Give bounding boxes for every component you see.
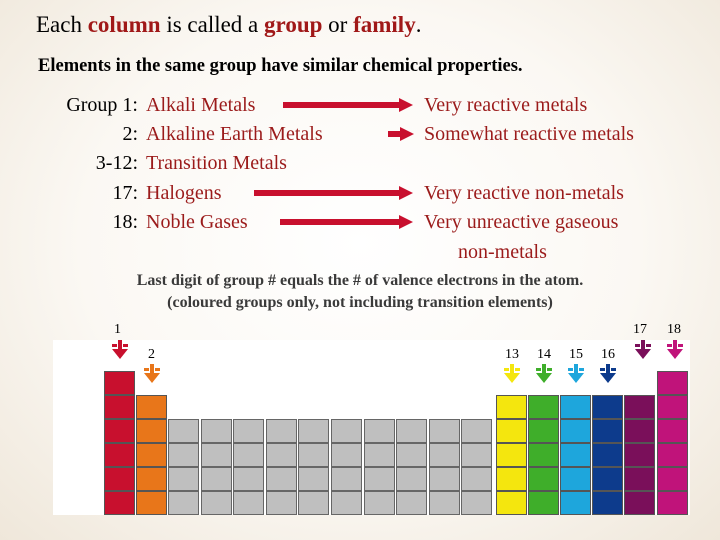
element-cell-group-17 — [624, 491, 655, 515]
element-cell-transition — [266, 443, 297, 467]
element-cell-group-14 — [528, 443, 559, 467]
element-cell-transition — [429, 419, 460, 443]
element-cell-transition — [233, 491, 264, 515]
down-arrow-icon — [503, 364, 521, 384]
element-cell-transition — [461, 467, 492, 491]
down-arrow-icon — [535, 364, 553, 384]
element-cell-group-13 — [496, 443, 527, 467]
group-label-1: 1 — [114, 322, 121, 337]
group-label-2: 2 — [148, 347, 155, 362]
element-cell-transition — [461, 419, 492, 443]
title-text: is called a — [160, 12, 265, 37]
title-keyword-family: family — [353, 12, 416, 37]
element-cell-transition — [331, 419, 362, 443]
element-cell-transition — [266, 467, 297, 491]
group-description: Very reactive metals — [424, 94, 588, 116]
element-cell-group-1 — [104, 371, 135, 395]
group-name: Transition Metals — [146, 152, 287, 174]
element-cell-group-1 — [104, 443, 135, 467]
valence-note: Last digit of group # equals the # of valence electrons in the atom. — [136, 272, 584, 289]
down-arrow-icon — [634, 340, 652, 360]
subtitle: Elements in the same group have similar chemical properties. — [38, 56, 523, 76]
element-cell-transition — [429, 443, 460, 467]
down-arrow-icon — [143, 364, 161, 384]
element-cell-group-17 — [624, 467, 655, 491]
group-name: Noble Gases — [146, 211, 248, 233]
element-cell-transition — [168, 467, 199, 491]
element-cell-group-2 — [136, 419, 167, 443]
group-label-15: 15 — [569, 347, 583, 362]
down-arrow-icon — [666, 340, 684, 360]
element-cell-transition — [331, 491, 362, 515]
element-cell-group-2 — [136, 443, 167, 467]
group-label-14: 14 — [537, 347, 551, 362]
element-cell-transition — [201, 491, 232, 515]
element-cell-group-14 — [528, 419, 559, 443]
element-cell-transition — [298, 467, 329, 491]
element-cell-transition — [168, 443, 199, 467]
element-cell-group-16 — [592, 491, 623, 515]
group-name: Alkali Metals — [146, 94, 256, 116]
group-number: 17: — [112, 182, 138, 204]
group-description-continued: non-metals — [458, 241, 547, 263]
right-arrow-icon — [280, 215, 413, 229]
element-cell-group-16 — [592, 395, 623, 419]
group-name: Alkaline Earth Metals — [146, 123, 323, 145]
element-cell-group-16 — [592, 467, 623, 491]
element-cell-transition — [364, 467, 395, 491]
title-text: or — [322, 12, 354, 37]
element-cell-group-1 — [104, 395, 135, 419]
element-cell-group-15 — [560, 467, 591, 491]
element-cell-transition — [396, 419, 427, 443]
right-arrow-icon — [254, 186, 413, 200]
group-name: Halogens — [146, 182, 222, 204]
element-cell-transition — [266, 419, 297, 443]
group-number: Group 1: — [66, 94, 138, 116]
group-label-17: 17 — [633, 322, 647, 337]
element-cell-transition — [233, 467, 264, 491]
element-cell-group-1 — [104, 467, 135, 491]
element-cell-transition — [331, 443, 362, 467]
element-cell-transition — [298, 443, 329, 467]
element-cell-transition — [266, 491, 297, 515]
group-number: 2: — [122, 123, 138, 145]
element-cell-group-16 — [592, 443, 623, 467]
group-number: 18: — [112, 211, 138, 233]
element-cell-group-14 — [528, 491, 559, 515]
element-cell-group-1 — [104, 491, 135, 515]
element-cell-group-13 — [496, 419, 527, 443]
element-cell-group-18 — [657, 371, 688, 395]
element-cell-transition — [461, 443, 492, 467]
element-cell-group-17 — [624, 395, 655, 419]
element-cell-group-13 — [496, 491, 527, 515]
element-cell-transition — [168, 491, 199, 515]
title-text: . — [415, 12, 422, 37]
valence-note-subtext: (coloured groups only, not including transition elements) — [167, 294, 553, 311]
element-cell-group-17 — [624, 443, 655, 467]
right-arrow-icon — [388, 127, 414, 141]
group-label-16: 16 — [601, 347, 615, 362]
group-description: Somewhat reactive metals — [424, 123, 634, 145]
down-arrow-icon — [111, 340, 129, 360]
page-title — [36, 12, 421, 38]
element-cell-transition — [364, 491, 395, 515]
element-cell-group-18 — [657, 395, 688, 419]
element-cell-transition — [429, 491, 460, 515]
title-keyword-column: column — [87, 12, 161, 37]
element-cell-group-18 — [657, 443, 688, 467]
element-cell-transition — [331, 467, 362, 491]
right-arrow-icon — [283, 98, 413, 112]
element-cell-transition — [461, 491, 492, 515]
element-cell-group-2 — [136, 467, 167, 491]
element-cell-transition — [298, 491, 329, 515]
element-cell-transition — [201, 467, 232, 491]
element-cell-group-15 — [560, 443, 591, 467]
title-text: Each — [36, 12, 88, 37]
element-cell-group-13 — [496, 467, 527, 491]
element-cell-group-14 — [528, 467, 559, 491]
element-cell-group-18 — [657, 467, 688, 491]
element-cell-group-2 — [136, 395, 167, 419]
element-cell-group-1 — [104, 419, 135, 443]
group-description: Very unreactive gaseous — [424, 211, 619, 233]
down-arrow-icon — [567, 364, 585, 384]
down-arrow-icon — [599, 364, 617, 384]
element-cell-transition — [429, 467, 460, 491]
element-cell-transition — [233, 443, 264, 467]
element-cell-group-17 — [624, 419, 655, 443]
element-cell-transition — [364, 443, 395, 467]
element-cell-group-13 — [496, 395, 527, 419]
group-label-18: 18 — [667, 322, 681, 337]
element-cell-transition — [298, 419, 329, 443]
element-cell-group-2 — [136, 491, 167, 515]
title-keyword-group: group — [264, 12, 323, 37]
element-cell-transition — [168, 419, 199, 443]
element-cell-group-15 — [560, 419, 591, 443]
group-description: Very reactive non-metals — [424, 182, 624, 204]
element-cell-group-14 — [528, 395, 559, 419]
element-cell-transition — [396, 467, 427, 491]
element-cell-transition — [396, 443, 427, 467]
element-cell-transition — [396, 491, 427, 515]
element-cell-transition — [364, 419, 395, 443]
element-cell-group-18 — [657, 491, 688, 515]
element-cell-group-16 — [592, 419, 623, 443]
element-cell-transition — [233, 419, 264, 443]
element-cell-transition — [201, 419, 232, 443]
element-cell-group-18 — [657, 419, 688, 443]
group-label-13: 13 — [505, 347, 519, 362]
element-cell-group-15 — [560, 491, 591, 515]
element-cell-transition — [201, 443, 232, 467]
element-cell-group-15 — [560, 395, 591, 419]
group-number: 3-12: — [95, 152, 138, 174]
